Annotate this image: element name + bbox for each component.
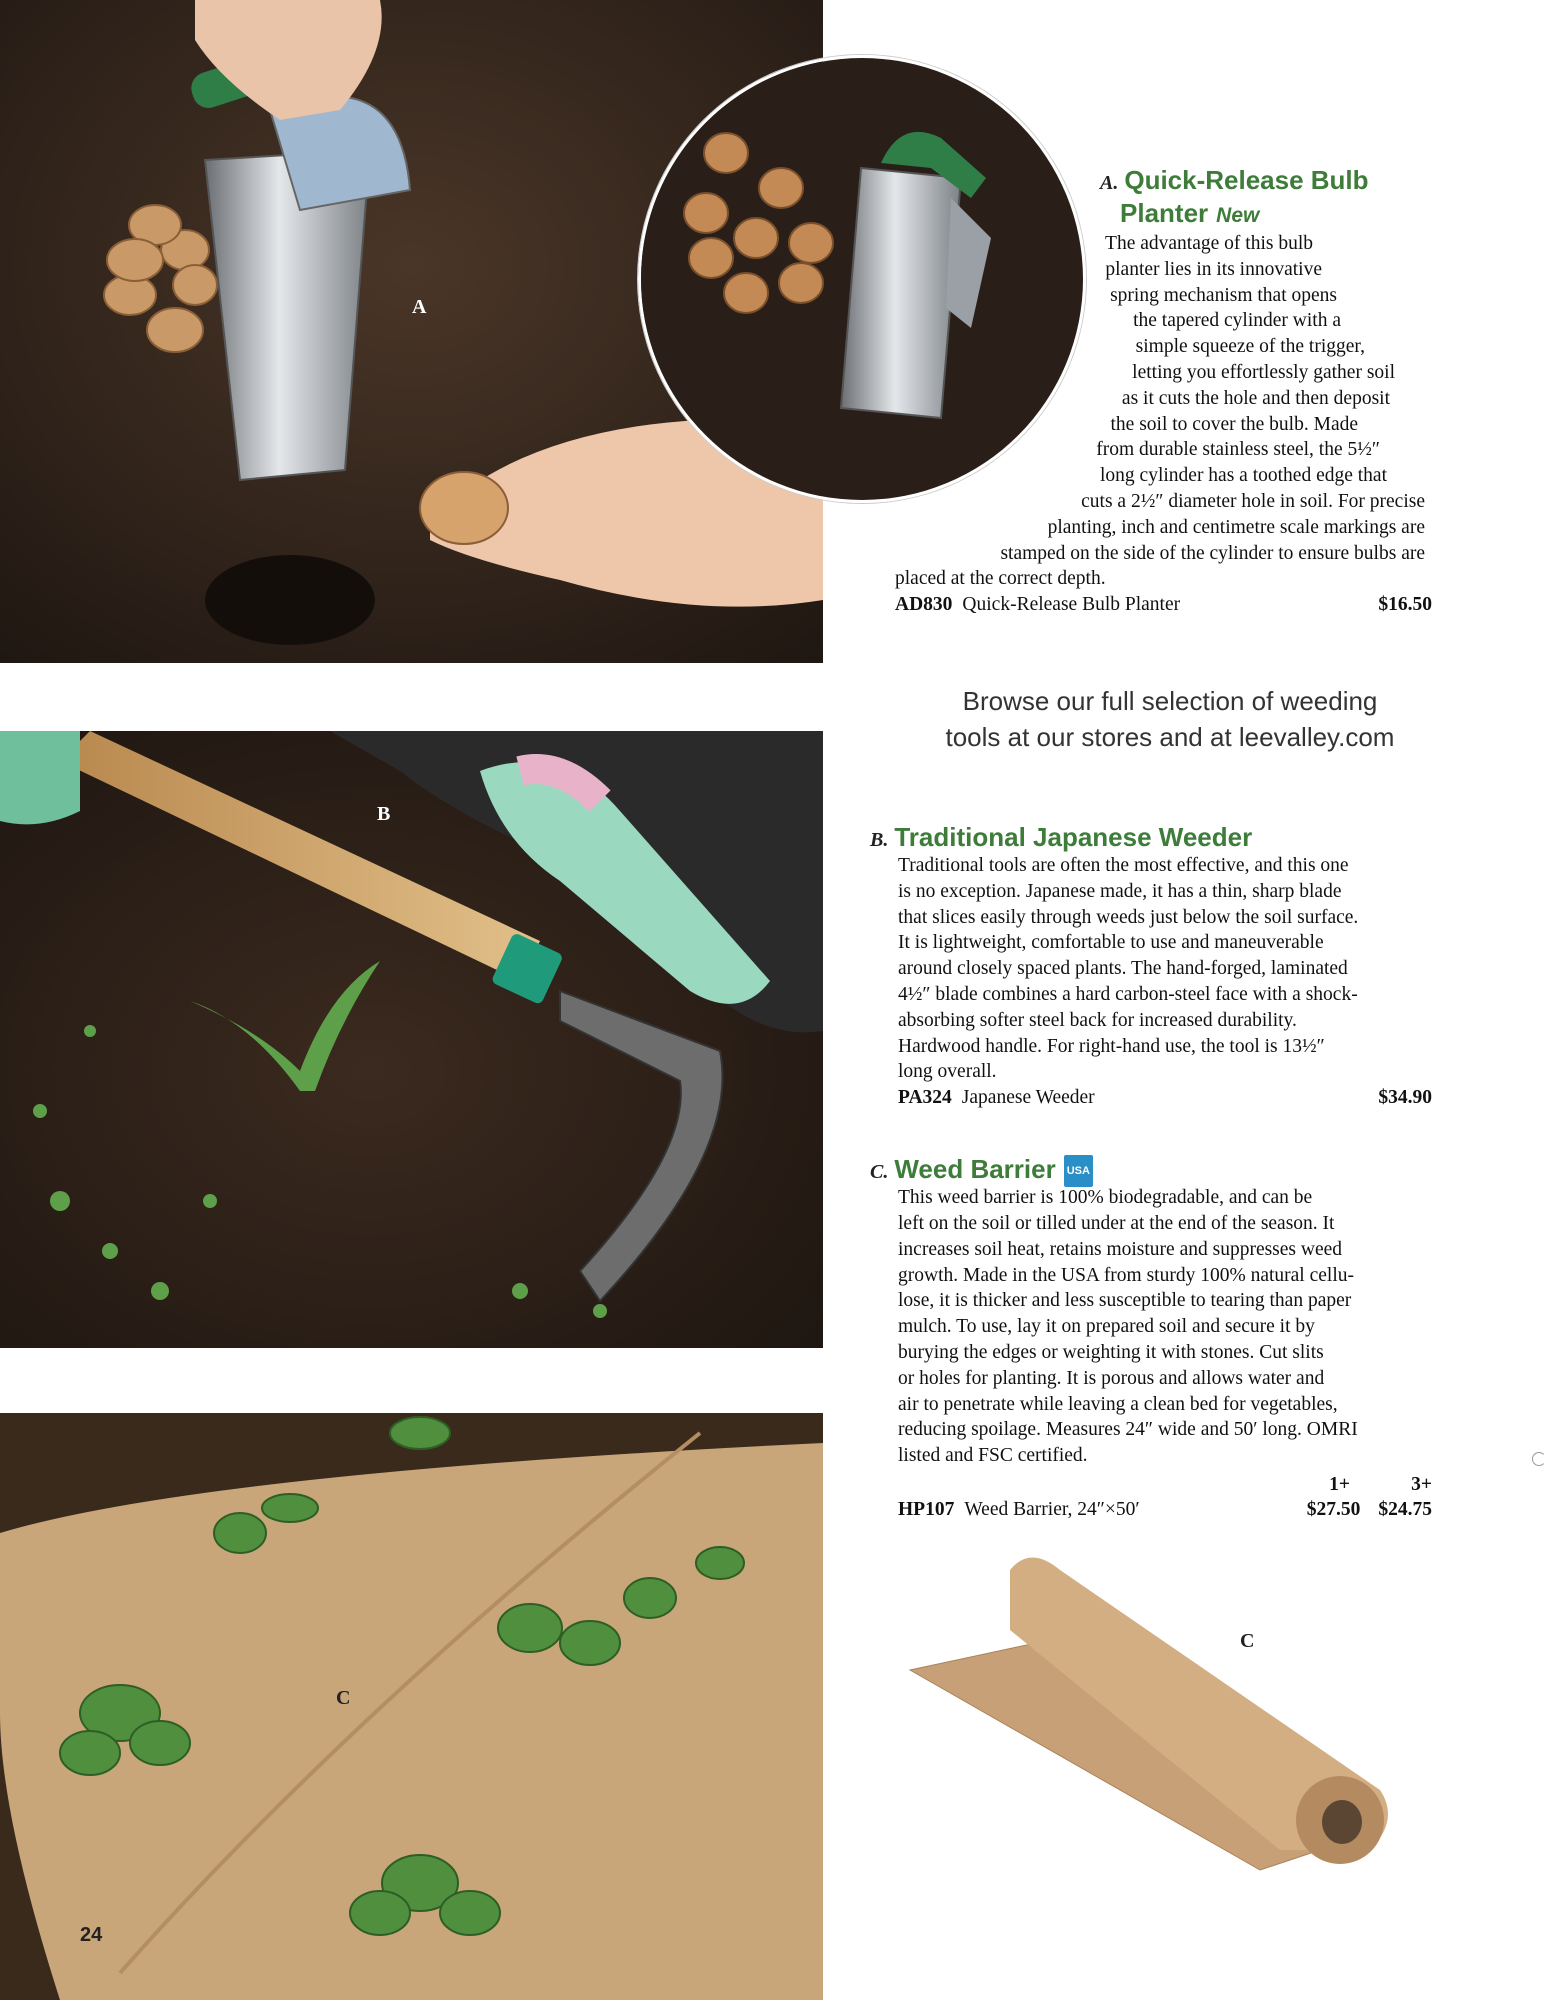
product-b-line: that slices easily through weeds just below the soil surface. bbox=[898, 906, 1359, 928]
product-a bbox=[895, 165, 1435, 618]
product-c-line: burying the edges or weighting it with stones. Cut slits bbox=[898, 1341, 1324, 1363]
product-a-description bbox=[895, 231, 1435, 592]
product-c-line: This weed barrier is 100% biodegradable, and can be bbox=[898, 1187, 1313, 1209]
product-c-title: Weed Barrier bbox=[894, 1154, 1056, 1184]
product-b-line: 4½″ blade combines a hard carbon-steel face with a shock- bbox=[898, 983, 1358, 1005]
product-a-line: The advantage of this bulb bbox=[1105, 233, 1313, 254]
product-b-sku: PA324 bbox=[898, 1087, 952, 1109]
product-a-line: stamped on the side of the cylinder to ensure bulbs are bbox=[1000, 542, 1425, 564]
product-b-line: Traditional tools are often the most effective, and this one bbox=[898, 855, 1349, 876]
product-b-line: absorbing softer steel back for increased durability. bbox=[898, 1009, 1297, 1031]
product-a-item-name: Quick-Release Bulb Planter bbox=[962, 594, 1181, 616]
product-a-line: planting, inch and centimetre scale markings are bbox=[1047, 516, 1425, 538]
product-b-line: is no exception. Japanese made, it has a thin, sharp blade bbox=[898, 880, 1342, 902]
qty-header-3plus: 3+ bbox=[1411, 1473, 1432, 1495]
photo-japanese-weeder bbox=[0, 731, 823, 1348]
product-a-line: simple squeeze of the trigger, bbox=[1135, 336, 1365, 358]
new-badge: New bbox=[1216, 204, 1260, 227]
product-c-description bbox=[898, 1185, 1435, 1469]
product-a-line: spring mechanism that opens bbox=[1110, 284, 1337, 306]
product-b-title: Traditional Japanese Weeder bbox=[894, 822, 1253, 852]
product-c-line: lose, it is thicker and less susceptible to tearing than paper bbox=[898, 1290, 1352, 1312]
product-b-line: around closely spaced plants. The hand-forged, laminated bbox=[898, 958, 1348, 980]
product-a-line: placed at the correct depth. bbox=[895, 568, 1106, 590]
product-c bbox=[870, 1154, 1435, 1523]
browse-promo-line1: Browse our full selection of weeding bbox=[962, 686, 1378, 716]
product-b-letter: B. bbox=[870, 829, 889, 851]
photo-label-a: A bbox=[412, 296, 427, 318]
product-c-line: listed and FSC certified. bbox=[898, 1445, 1088, 1467]
product-a-line: the soil to cover the bulb. Made bbox=[1110, 413, 1358, 435]
product-c-line: mulch. To use, lay it on prepared soil and secure it by bbox=[898, 1316, 1315, 1338]
product-c-sku: HP107 bbox=[898, 1498, 955, 1520]
product-c-line: growth. Made in the USA from sturdy 100% natural cellu- bbox=[898, 1264, 1354, 1286]
product-b-price: $34.90 bbox=[1378, 1087, 1432, 1109]
product-c-qty-headers bbox=[870, 1473, 1435, 1497]
product-a-line: as it cuts the hole and then deposit bbox=[1121, 387, 1390, 409]
product-b-item-name: Japanese Weeder bbox=[961, 1087, 1095, 1109]
product-a-price: $16.50 bbox=[1378, 594, 1432, 616]
product-a-line: from durable stainless steel, the 5½″ bbox=[1096, 439, 1380, 461]
product-b bbox=[870, 822, 1435, 1111]
browse-promo bbox=[870, 683, 1470, 755]
photo-label-c-product: C bbox=[1240, 1630, 1255, 1652]
browse-promo-line2: tools at our stores and at leevalley.com bbox=[945, 722, 1395, 752]
product-a-line: long cylinder has a toothed edge that bbox=[1100, 465, 1387, 487]
product-b-description bbox=[898, 853, 1435, 1085]
product-c-line: air to penetrate while leaving a clean bed for vegetables, bbox=[898, 1393, 1338, 1415]
product-c-line: or holes for planting. It is porous and allows water and bbox=[898, 1367, 1325, 1389]
product-c-item-name: Weed Barrier, 24″×50′ bbox=[964, 1498, 1140, 1520]
product-c-price-3plus: $24.75 bbox=[1378, 1498, 1432, 1520]
usa-flag-badge: USA bbox=[1064, 1155, 1093, 1187]
product-a-heading bbox=[1100, 165, 1435, 231]
product-b-line: Hardwood handle. For right-hand use, the tool is 13½″ bbox=[898, 1035, 1325, 1057]
product-a-order-row bbox=[895, 592, 1432, 618]
photo-label-c-field: C bbox=[336, 1687, 351, 1709]
product-a-line: cuts a 2½″ diameter hole in soil. For precise bbox=[1081, 490, 1425, 512]
product-c-order-row bbox=[898, 1497, 1432, 1523]
photo-label-b: B bbox=[377, 803, 391, 825]
product-b-line: It is lightweight, comfortable to use and maneuverable bbox=[898, 932, 1324, 954]
product-a-line: letting you effortlessly gather soil bbox=[1132, 361, 1395, 383]
edge-circle-mark bbox=[1532, 1452, 1546, 1466]
product-a-line: planter lies in its innovative bbox=[1105, 258, 1322, 280]
photo-weed-barrier-roll bbox=[900, 1550, 1400, 1890]
product-c-letter: C. bbox=[870, 1161, 889, 1183]
page-number: 24 bbox=[80, 1924, 103, 1946]
product-a-letter: A. bbox=[1100, 172, 1119, 194]
photo-weed-barrier-field bbox=[0, 1413, 823, 2000]
product-c-line: left on the soil or tilled under at the end of the season. It bbox=[898, 1212, 1335, 1234]
product-a-title-line2: Planter bbox=[1120, 198, 1209, 228]
product-c-line: reducing spoilage. Measures 24″ wide and 50′ long. OMRI bbox=[898, 1419, 1358, 1441]
product-c-price-1plus: $27.50 bbox=[1306, 1498, 1361, 1520]
product-a-sku: AD830 bbox=[895, 594, 953, 616]
product-b-line: long overall. bbox=[898, 1061, 997, 1083]
product-b-heading bbox=[870, 822, 1435, 855]
product-c-heading bbox=[870, 1154, 1435, 1187]
product-c-line: increases soil heat, retains moisture and suppresses weed bbox=[898, 1238, 1343, 1260]
product-a-title-line1: Quick-Release Bulb bbox=[1124, 165, 1369, 195]
qty-header-1plus: 1+ bbox=[1329, 1473, 1350, 1495]
product-a-line: the tapered cylinder with a bbox=[1133, 310, 1341, 332]
product-b-order-row bbox=[898, 1085, 1432, 1111]
